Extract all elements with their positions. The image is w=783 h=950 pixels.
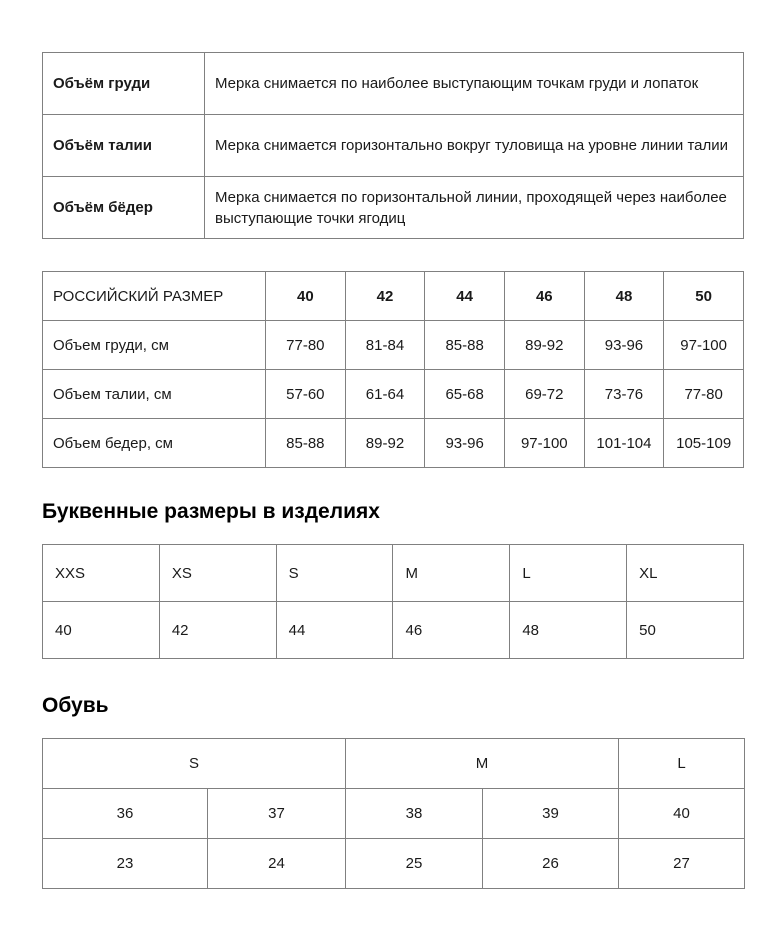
size-value: 61-64	[345, 370, 425, 419]
letter-size: M	[393, 545, 510, 602]
numeric-size: 50	[627, 602, 744, 659]
numeric-size: 44	[276, 602, 393, 659]
shoes-heading: Обувь	[42, 694, 109, 717]
table-row	[43, 545, 744, 602]
table-header-row	[43, 272, 744, 321]
size-value: 89-92	[504, 321, 584, 370]
table-header-row	[43, 739, 745, 789]
letter-sizes-heading: Буквенные размеры в изделиях	[42, 500, 380, 523]
size-value: 69-72	[504, 370, 584, 419]
shoe-cm-size: 26	[483, 839, 619, 889]
size-value: 77-80	[266, 321, 346, 370]
letter-size: XXS	[43, 545, 160, 602]
measurement-label: Объём груди	[43, 53, 205, 115]
table-row	[43, 53, 744, 115]
shoe-eu-size: 40	[619, 789, 745, 839]
table-row	[43, 602, 744, 659]
table-row	[43, 789, 745, 839]
shoe-cm-size: 27	[619, 839, 745, 889]
letter-size: XS	[159, 545, 276, 602]
measurement-description: Мерка снимается по горизонтальной линии, проходящей через наиболее выступающие точки ягодиц	[205, 177, 744, 239]
size-column-header: 42	[345, 272, 425, 321]
shoe-cm-size: 24	[208, 839, 346, 889]
numeric-size: 48	[510, 602, 627, 659]
size-value: 93-96	[425, 419, 505, 468]
table-row	[43, 419, 744, 468]
letter-size: L	[510, 545, 627, 602]
letter-size-table	[42, 544, 744, 659]
shoe-group-header: S	[43, 739, 346, 789]
measurement-description-table	[42, 52, 744, 239]
shoe-cm-size: 23	[43, 839, 208, 889]
size-value: 65-68	[425, 370, 505, 419]
size-column-header: 40	[266, 272, 346, 321]
measurement-description: Мерка снимается по наиболее выступающим точкам груди и лопаток	[205, 53, 744, 115]
size-column-header: 48	[584, 272, 664, 321]
measurement-label: Объём бёдер	[43, 177, 205, 239]
russian-size-table	[42, 271, 744, 468]
table-row	[43, 177, 744, 239]
table-row	[43, 115, 744, 177]
russian-size-header-label: РОССИЙСКИЙ РАЗМЕР	[43, 272, 266, 321]
numeric-size: 42	[159, 602, 276, 659]
size-value: 73-76	[584, 370, 664, 419]
size-value: 97-100	[664, 321, 744, 370]
row-label: Объем бедер, см	[43, 419, 266, 468]
size-value: 97-100	[504, 419, 584, 468]
letter-size: XL	[627, 545, 744, 602]
measurement-description: Мерка снимается горизонтально вокруг туловища на уровне линии талии	[205, 115, 744, 177]
size-value: 93-96	[584, 321, 664, 370]
table-row	[43, 321, 744, 370]
numeric-size: 40	[43, 602, 160, 659]
table-row	[43, 370, 744, 419]
size-value: 89-92	[345, 419, 425, 468]
size-column-header: 46	[504, 272, 584, 321]
size-value: 81-84	[345, 321, 425, 370]
size-value: 101-104	[584, 419, 664, 468]
shoe-group-header: L	[619, 739, 745, 789]
size-column-header: 50	[664, 272, 744, 321]
letter-size: S	[276, 545, 393, 602]
size-value: 85-88	[425, 321, 505, 370]
shoe-eu-size: 37	[208, 789, 346, 839]
shoe-eu-size: 38	[346, 789, 483, 839]
size-column-header: 44	[425, 272, 505, 321]
shoe-cm-size: 25	[346, 839, 483, 889]
row-label: Объем талии, см	[43, 370, 266, 419]
table-row	[43, 839, 745, 889]
numeric-size: 46	[393, 602, 510, 659]
measurement-label: Объём талии	[43, 115, 205, 177]
size-value: 85-88	[266, 419, 346, 468]
size-value: 77-80	[664, 370, 744, 419]
row-label: Объем груди, см	[43, 321, 266, 370]
shoe-eu-size: 36	[43, 789, 208, 839]
shoe-group-header: M	[346, 739, 619, 789]
size-value: 105-109	[664, 419, 744, 468]
shoe-size-table	[42, 738, 745, 889]
shoe-eu-size: 39	[483, 789, 619, 839]
size-value: 57-60	[266, 370, 346, 419]
